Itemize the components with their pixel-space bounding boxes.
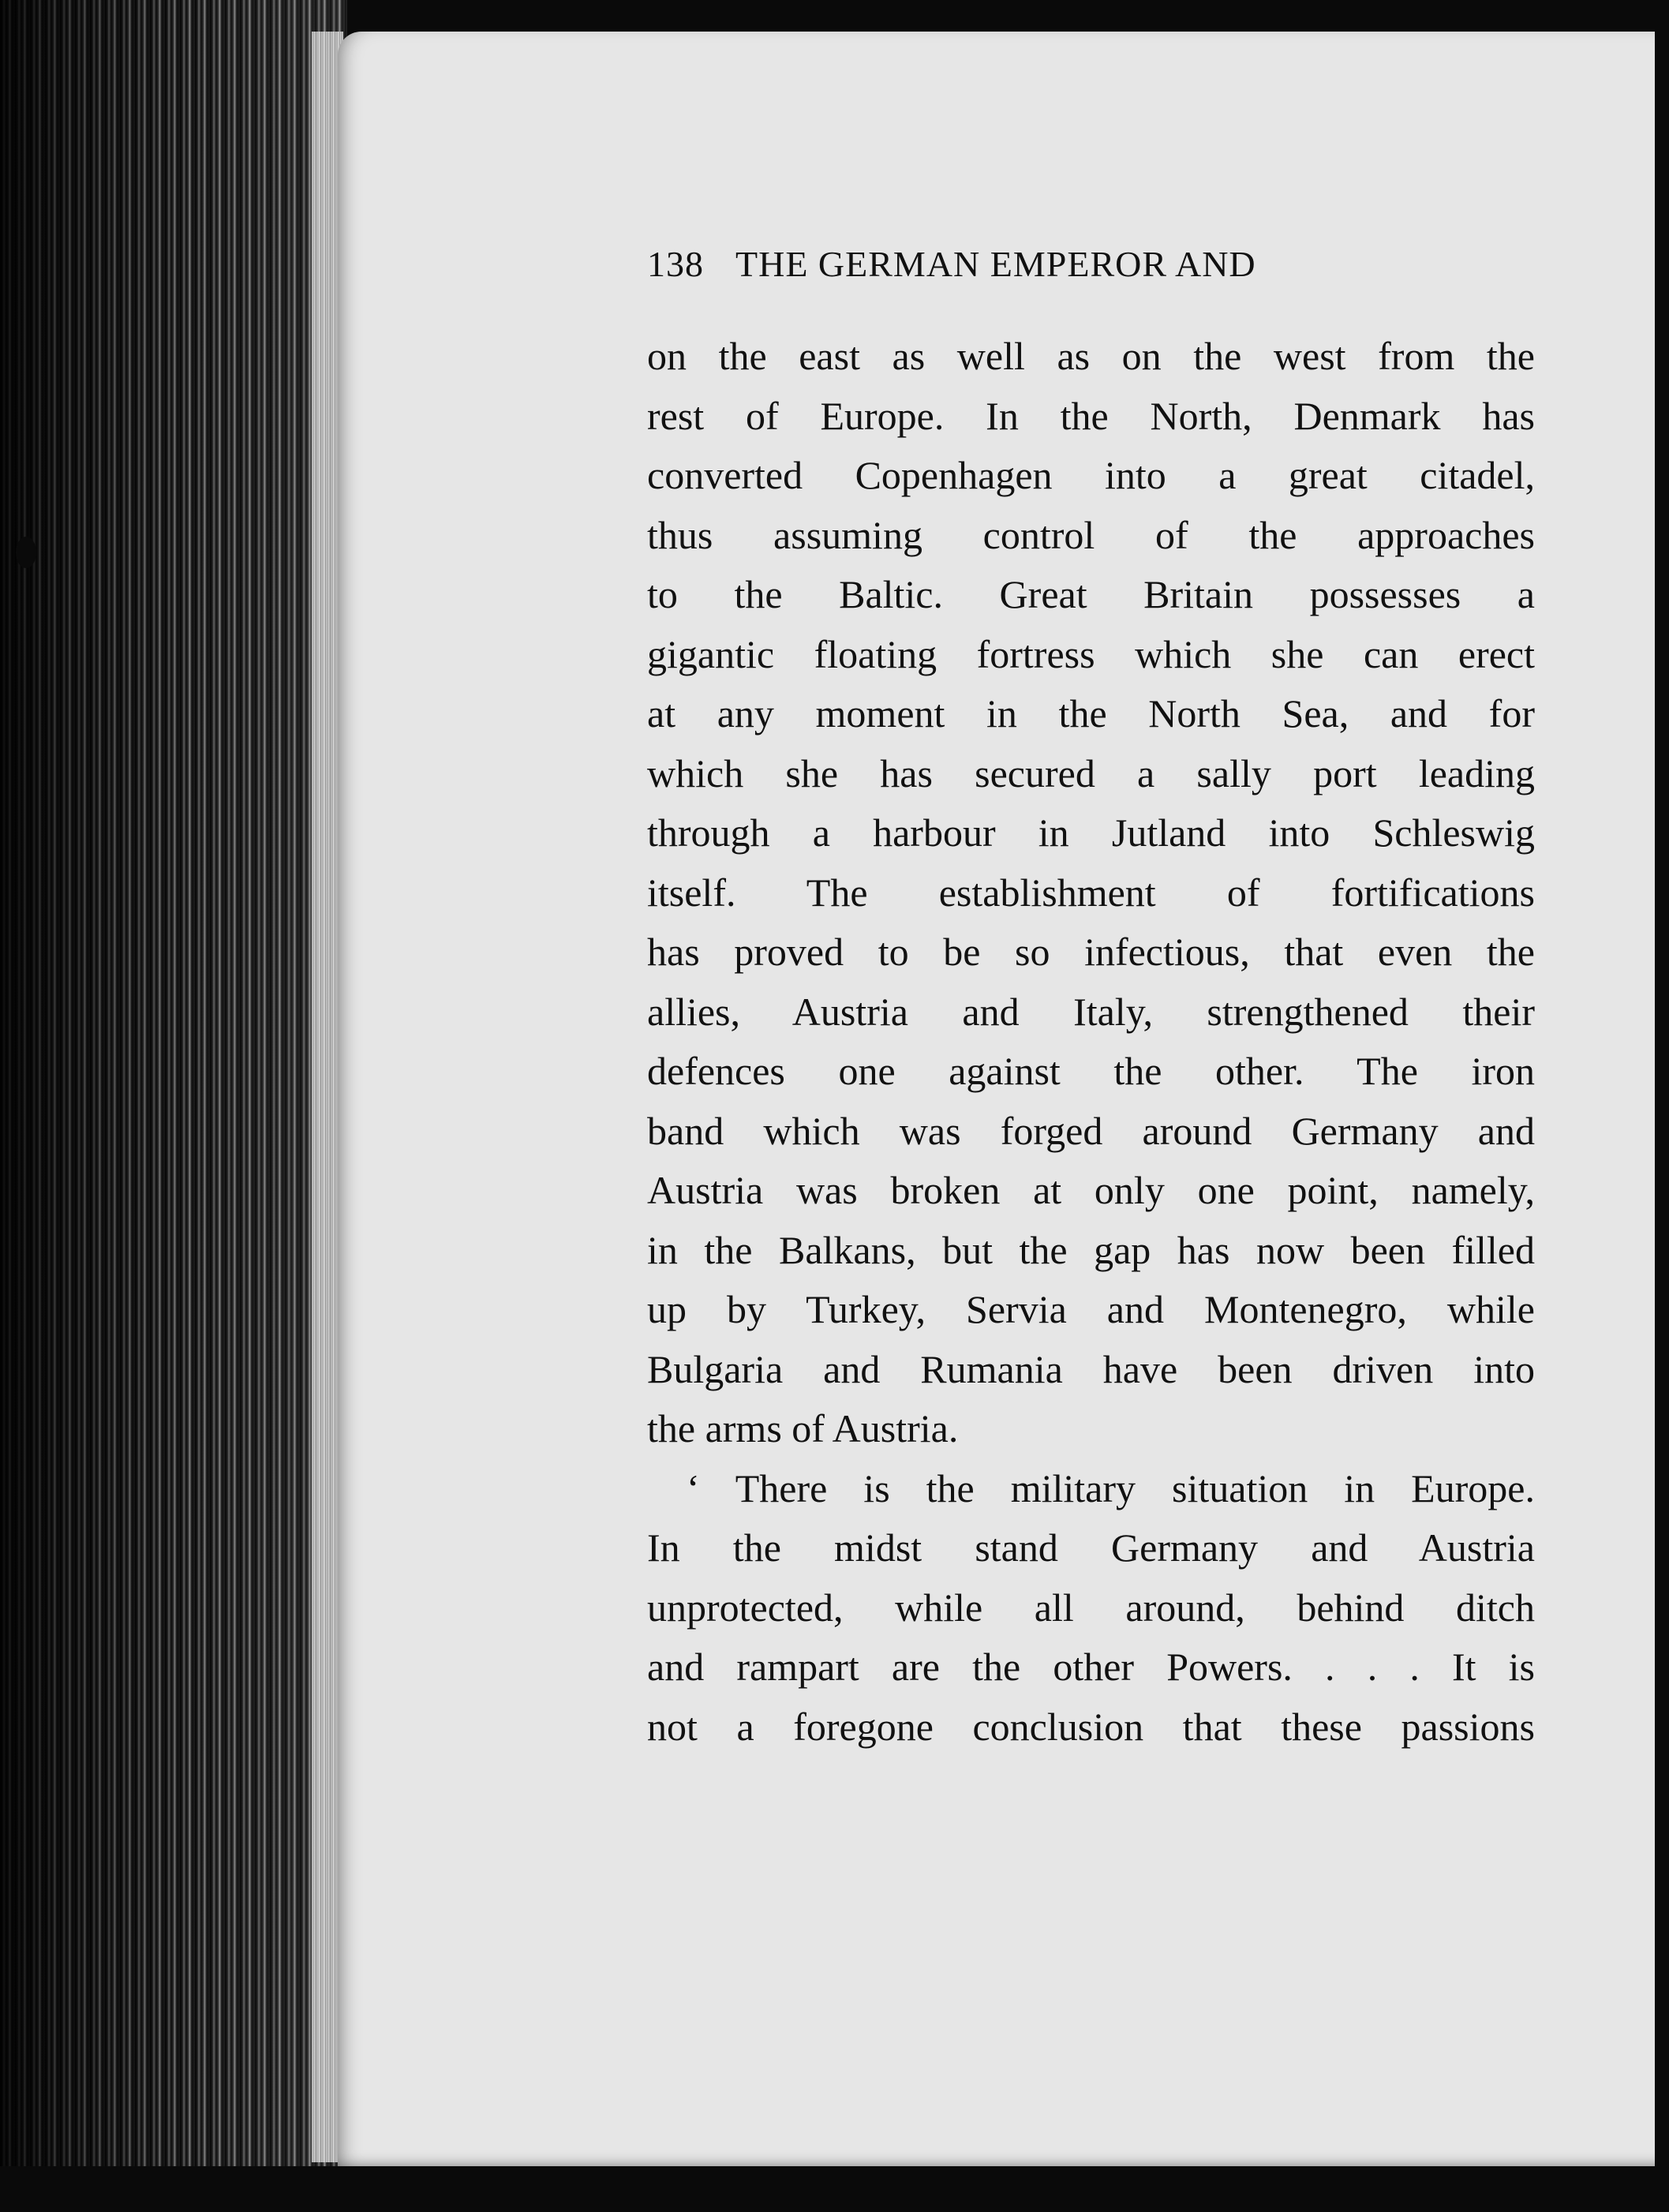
text-line: ‘ There is the military situation in Europe. — [687, 1465, 1535, 1510]
text-line: and rampart are the other Powers. . . . It is — [647, 1645, 1535, 1689]
page-number: 138 — [647, 244, 704, 284]
paragraph-2 — [647, 1459, 1535, 1757]
text-line: Austria was broken at only one point, namely, — [647, 1168, 1535, 1212]
text-line: on the east as well as on the west from the — [647, 334, 1535, 378]
running-head — [647, 237, 1535, 292]
text-line: converted Copenhagen into a great citadel, — [647, 453, 1535, 497]
text-line: band which was forged around Germany and — [647, 1108, 1535, 1153]
ink-smudge — [16, 537, 36, 568]
text-line: in the Balkans, but the gap has now been filled — [647, 1227, 1535, 1272]
text-line: thus assuming control of the approaches — [647, 512, 1535, 557]
text-line: itself. The establishment of fortifications — [647, 870, 1535, 915]
text-line: has proved to be so infectious, that even the — [647, 930, 1535, 974]
text-line: gigantic floating fortress which she can erect — [647, 631, 1535, 676]
gutter-shadow — [0, 0, 347, 2212]
text-line: through a harbour in Jutland into Schleswig — [647, 810, 1535, 855]
text-line: to the Baltic. Great Britain possesses a — [647, 572, 1535, 616]
text-line: defences one against the other. The iron — [647, 1049, 1535, 1093]
text-line: unprotected, while all around, behind ditch — [647, 1585, 1535, 1630]
paragraph-1 — [647, 327, 1535, 1459]
page-text — [647, 237, 1535, 1757]
text-line: rest of Europe. In the North, Denmark has — [647, 393, 1535, 438]
running-title: THE GERMAN EMPEROR AND — [735, 244, 1256, 284]
text-line: In the midst stand Germany and Austria — [647, 1525, 1535, 1570]
scan-bottom-border — [0, 2166, 1669, 2212]
scan-right-border — [1655, 0, 1669, 2212]
text-line: at any moment in the North Sea, and for — [647, 691, 1535, 735]
text-line: allies, Austria and Italy, strengthened their — [647, 989, 1535, 1034]
text-line: which she has secured a sally port leading — [647, 750, 1535, 795]
text-line: up by Turkey, Servia and Montenegro, while — [647, 1287, 1535, 1331]
text-line: Bulgaria and Rumania have been driven into — [647, 1346, 1535, 1391]
text-line: the arms of Austria. — [647, 1406, 959, 1450]
text-line: not a foregone conclusion that these passions — [647, 1704, 1535, 1749]
